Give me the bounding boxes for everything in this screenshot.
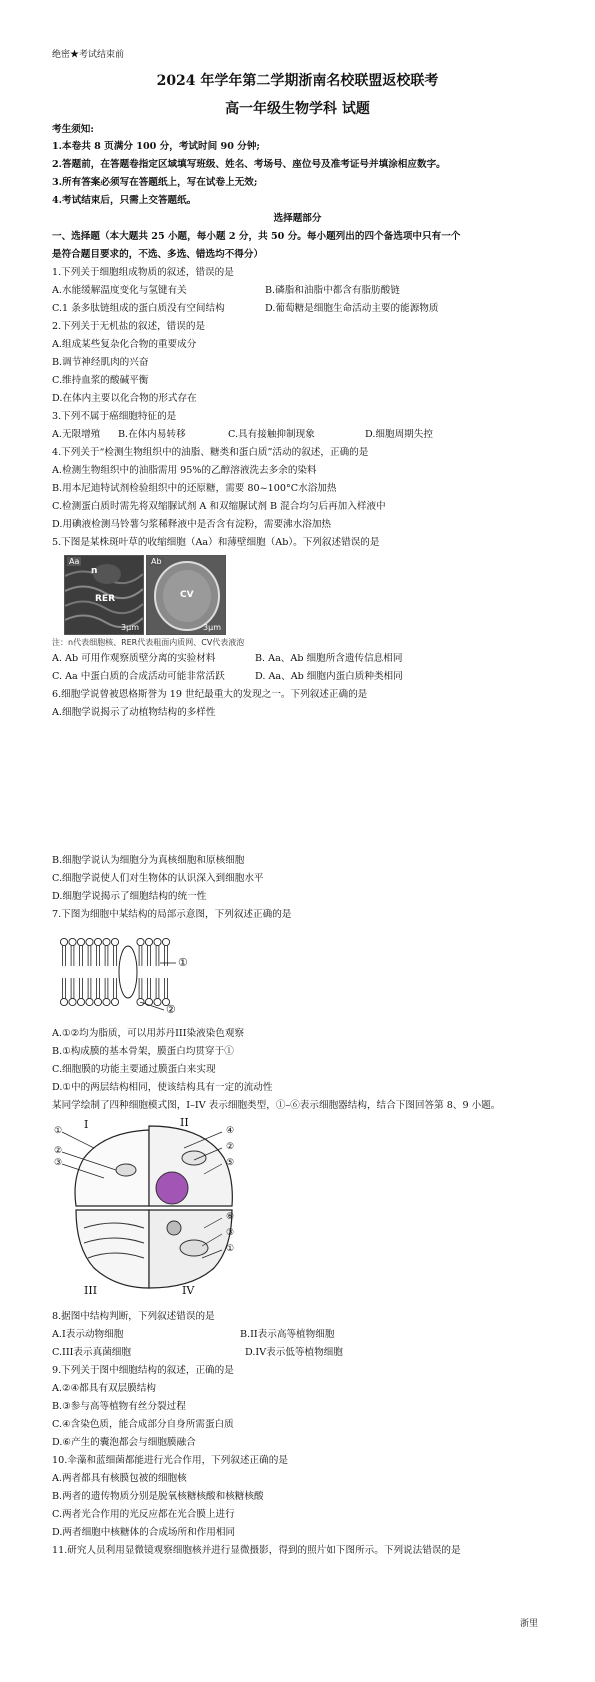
cell-label-ii: II	[180, 1116, 189, 1129]
chloroplast-iv-icon	[180, 1240, 208, 1256]
micrograph-ab-label: Ab	[151, 557, 162, 566]
q6-stem: 6.细胞学说曾被恩格斯誉为 19 世纪最重大的发现之一。下列叙述正确的是	[52, 689, 368, 700]
centriole-icon	[167, 1221, 181, 1235]
lipid-bilayer	[60, 938, 169, 1005]
phospholipid-head	[60, 938, 67, 945]
phospholipid-head	[111, 998, 118, 1005]
q4-option-b: B.用本尼迪特试剂检验组织中的还原糖，需要 80~100°C水浴加热	[52, 483, 337, 494]
q10-option-d: D.两者细胞中核糖体的合成场所和作用相同	[52, 1527, 236, 1538]
phospholipid-head	[111, 938, 118, 945]
exam-subtitle: 高一年级生物学科 试题	[225, 101, 370, 117]
q3-stem: 3.下列不属于癌细胞特征的是	[52, 411, 177, 422]
cell-i	[75, 1130, 149, 1206]
phospholipid-head	[69, 938, 76, 945]
chloroplast-icon	[182, 1151, 206, 1165]
q2-option-c: C.维持血浆的酸碱平衡	[52, 375, 149, 386]
notice-item-1: 1.本卷共 8 页满分 100 分，考试时间 90 分钟;	[52, 141, 260, 152]
q10-option-a: A.两者都具有核膜包被的细胞核	[52, 1473, 187, 1484]
micrograph-ab-vacuole-tag: CV	[180, 590, 194, 600]
q5-option-a: A. Ab 可用作观察质壁分离的实验材料	[52, 653, 216, 664]
cell-marker-4-right: ④	[226, 1126, 235, 1136]
notice-item-4: 4.考试结束后，只需上交答题纸。	[52, 195, 197, 206]
cell-models-diagram	[54, 1118, 244, 1298]
micrograph-aa-label: Aa	[69, 557, 80, 566]
q7-option-c: C.细胞膜的功能主要通过膜蛋白来实现	[52, 1064, 216, 1075]
phospholipid-head	[86, 998, 93, 1005]
q5-stem: 5.下图是某株斑叶草的收缩细胞（Aa）和薄壁细胞（Ab）。下列叙述错误的是	[52, 537, 380, 548]
q3-option-b: B.在体内易转移	[118, 429, 186, 440]
q5-figure-note: 注：n代表细胞核、RER代表粗面内质网、CV代表液泡	[52, 638, 245, 647]
phospholipid-head	[103, 938, 110, 945]
q10-stem: 10.伞藻和蓝细菌都能进行光合作用，下列叙述正确的是	[52, 1455, 288, 1466]
membrane-label-1: ①	[178, 956, 188, 969]
q9-option-d: D.⑥产生的囊泡都会与细胞膜融合	[52, 1437, 196, 1448]
nucleus-icon	[156, 1172, 188, 1204]
phospholipid-head	[154, 938, 161, 945]
q4-option-a: A.检测生物组织中的油脂需用 95%的乙醇溶液洗去多余的染料	[52, 465, 317, 476]
leader-c1-left	[62, 1132, 94, 1148]
notice-item-2: 2.答题前，在答题卷指定区域填写班级、姓名、考场号、座位号及准考证号并填涂相应数字。	[52, 159, 446, 170]
phospholipid-head	[154, 998, 161, 1005]
q1-option-a: A.水能缓解温度变化与氢键有关	[52, 285, 187, 296]
phospholipid-head	[60, 998, 67, 1005]
q5-option-b: B. Aa、Ab 细胞所含遗传信息相同	[255, 653, 403, 664]
q2-option-a: A.组成某些复杂化合物的重要成分	[52, 339, 197, 350]
cell-marker-2-left: ②	[54, 1146, 63, 1156]
q6-option-c: C.细胞学说使人们对生物体的认识深入到细胞水平	[52, 873, 264, 884]
q2-option-b: B.调节神经肌肉的兴奋	[52, 357, 149, 368]
cell-marker-3-left: ③	[54, 1158, 63, 1168]
q8-stem: 8.据图中结构判断，下列叙述错误的是	[52, 1311, 215, 1322]
phospholipid-head	[94, 938, 101, 945]
q7-option-d: D.①中的两层结构相同，使该结构具有一定的流动性	[52, 1082, 273, 1093]
q7-option-b: B.①构成膜的基本骨架，膜蛋白均贯穿于①	[52, 1046, 234, 1057]
section-intro-line-1: 一、选择题（本大题共 25 小题，每小题 2 分，共 50 分。每小题列出的四个备选项中只有一个	[52, 231, 461, 242]
phospholipid-head	[162, 938, 169, 945]
q5-option-d: D. Aa、Ab 细胞内蛋白质种类相同	[255, 671, 403, 682]
q1-option-b: B.磷脂和油脂中都含有脂肪酸链	[265, 285, 400, 296]
cell-label-i: I	[84, 1118, 89, 1131]
q8-option-a: A.I表示动物细胞	[52, 1329, 124, 1340]
q4-option-d: D.用碘液检测马铃薯匀浆稀释液中是否含有淀粉，需要沸水浴加热	[52, 519, 332, 530]
micrograph-aa	[64, 555, 144, 635]
q1-option-c: C.1 条多肽链组成的蛋白质没有空间结构	[52, 303, 225, 314]
q9-option-b: B.③参与高等植物有丝分裂过程	[52, 1401, 186, 1412]
phospholipid-head	[103, 998, 110, 1005]
cell-marker-3-right: ③	[226, 1228, 235, 1238]
q8-option-d: D.IV表示低等植物细胞	[245, 1347, 343, 1358]
membrane-label-2: ②	[166, 1003, 176, 1016]
q8-option-b: B.II表示高等植物细胞	[240, 1329, 335, 1340]
phospholipid-head	[86, 938, 93, 945]
mitochondrion-icon	[116, 1164, 136, 1176]
q8-option-c: C.III表示真菌细胞	[52, 1347, 131, 1358]
q3-option-d: D.细胞周期失控	[365, 429, 433, 440]
micrograph-ab	[146, 555, 226, 635]
notice-item-3: 3.所有答案必须写在答题纸上，写在试卷上无效;	[52, 177, 258, 188]
phospholipid-head	[77, 938, 84, 945]
footer-region: 浙里	[520, 1619, 539, 1629]
q6-option-b: B.细胞学说认为细胞分为真核细胞和原核细胞	[52, 855, 245, 866]
micrograph-ab-scale: 3μm	[203, 623, 221, 632]
membrane-protein	[119, 946, 137, 998]
section-title: 选择题部分	[273, 213, 322, 224]
q10-option-b: B.两者的遗传物质分别是脱氧核糖核酸和核糖核酸	[52, 1491, 264, 1502]
micrograph-aa-nucleus-tag: n	[91, 566, 98, 576]
q1-stem: 1.下列关于细胞组成物质的叙述，错误的是	[52, 267, 234, 278]
exam-title: 2024 年学年第二学期浙南名校联盟返校联考	[156, 73, 439, 89]
phospholipid-head	[145, 938, 152, 945]
q3-option-c: C.具有接触抑制现象	[228, 429, 315, 440]
q7-stem: 7.下图为细胞中某结构的局部示意图，下列叙述正确的是	[52, 909, 292, 920]
confidential-mark: 绝密★考试结束前	[52, 50, 125, 60]
phospholipid-head	[94, 998, 101, 1005]
q9-option-a: A.②④都具有双层膜结构	[52, 1383, 156, 1394]
membrane-diagram	[56, 928, 216, 1018]
phospholipid-head	[77, 998, 84, 1005]
cell-label-iii: III	[84, 1284, 98, 1297]
q4-option-c: C.检测蛋白质时需先将双缩脲试剂 A 和双缩脲试剂 B 混合均匀后再加入样液中	[52, 501, 386, 512]
q5-option-c: C. Aa 中蛋白质的合成活动可能非常活跃	[52, 671, 225, 682]
micrograph-aa-rer-tag: RER	[95, 594, 116, 604]
q2-option-d: D.在体内主要以化合物的形式存在	[52, 393, 197, 404]
cell-marker-1-left: ①	[54, 1126, 63, 1136]
q4-stem: 4.下列关于“检测生物组织中的油脂、糖类和蛋白质”活动的叙述，正确的是	[52, 447, 369, 458]
q11-stem: 11.研究人员利用显微镜观察细胞核并进行显微摄影，得到的照片如下图所示。下列说法错误的是	[52, 1545, 461, 1556]
micrograph-aa-scale: 3μm	[121, 623, 139, 632]
notice-heading: 考生须知:	[52, 124, 94, 135]
q6-option-d: D.细胞学说揭示了细胞结构的统一性	[52, 891, 207, 902]
phospholipid-head	[69, 998, 76, 1005]
cell-label-iv: IV	[182, 1284, 195, 1297]
q6-option-a: A.细胞学说揭示了动植物结构的多样性	[52, 707, 216, 718]
cell-marker-6-right: ⑥	[226, 1212, 235, 1222]
cell-iii	[76, 1210, 149, 1288]
cell-marker-5-right: ⑤	[226, 1158, 235, 1168]
q3-option-a: A.无限增殖	[52, 429, 101, 440]
q1-option-d: D.葡萄糖是细胞生命活动主要的能源物质	[265, 303, 439, 314]
q9-option-c: C.④含染色质，能合成部分自身所需蛋白质	[52, 1419, 234, 1430]
q10-option-c: C.两者光合作用的光反应都在光合膜上进行	[52, 1509, 235, 1520]
q9-stem: 9.下列关于图中细胞结构的叙述，正确的是	[52, 1365, 234, 1376]
q8-9-intro: 某同学绘制了四种细胞模式图，I–IV 表示细胞类型，①–⑥表示细胞器结构，结合下图回答第 8、9 小题。	[52, 1100, 501, 1111]
cell-marker-1-right: ①	[226, 1244, 235, 1254]
q7-option-a: A.①②均为脂质，可以用苏丹III染液染色观察	[52, 1028, 245, 1039]
phospholipid-head	[137, 938, 144, 945]
q2-stem: 2.下列关于无机盐的叙述，错误的是	[52, 321, 206, 332]
section-intro-line-2: 是符合题目要求的，不选、多选、错选均不得分）	[52, 249, 264, 260]
cell-marker-2-right: ②	[226, 1142, 235, 1152]
